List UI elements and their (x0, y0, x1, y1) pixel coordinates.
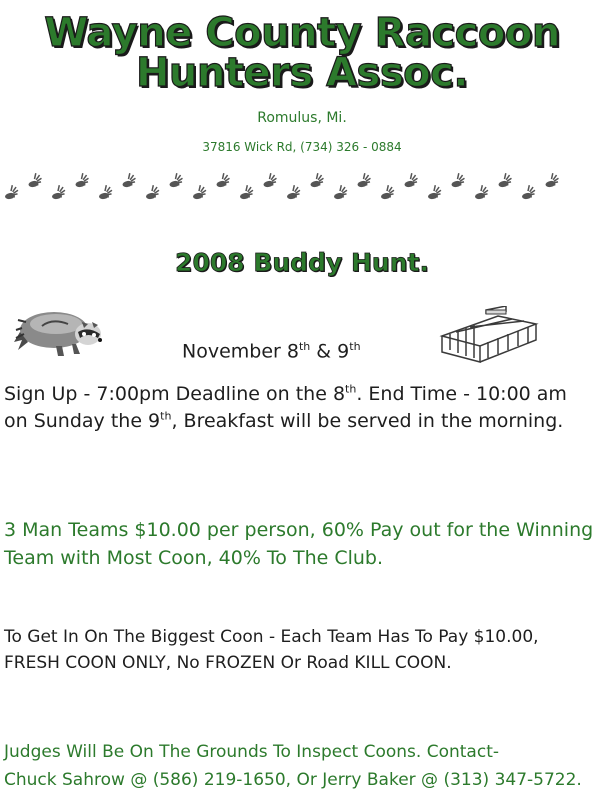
paw-print (3, 184, 19, 200)
club-title-line2: Hunters Assoc. (135, 50, 469, 96)
raccoon-icon (12, 298, 104, 360)
event-title: 2008 Buddy Hunt. (175, 248, 429, 277)
event-dates (182, 340, 361, 362)
paw-print (191, 184, 207, 200)
event-date-suffix-1: th (298, 340, 311, 353)
signup-text-1: Sign Up - 7:00pm Deadline on the 8 (4, 383, 346, 405)
event-date-second: & 9 (310, 340, 350, 363)
club-title-line1: Wayne County Raccoon (44, 10, 560, 56)
teams-paragraph: 3 Man Teams $10.00 per person, 60% Pay out for the Winning Team with Most Coon, 40% To The Club. (4, 519, 600, 569)
paw-print (473, 184, 489, 200)
raccoon-tracks-icon (0, 172, 604, 212)
paw-print (379, 184, 395, 200)
paw-print (426, 184, 442, 200)
paw-print (144, 184, 160, 200)
paw-print (50, 184, 66, 200)
paw-print (450, 172, 466, 188)
paw-print (332, 184, 348, 200)
paw-print (497, 172, 513, 188)
paw-print (74, 172, 90, 188)
paw-print (356, 172, 372, 188)
paw-print (215, 172, 231, 188)
paw-print (168, 172, 184, 188)
signup-paragraph (4, 381, 594, 435)
paw-print (27, 172, 43, 188)
paw-print (403, 172, 419, 188)
event-date-first: November 8 (182, 340, 299, 363)
paw-print (262, 172, 278, 188)
cage-trap-icon (436, 306, 542, 364)
paw-print (309, 172, 325, 188)
paw-print (121, 172, 137, 188)
club-address: 37816 Wick Rd, (734) 326 - 0884 (202, 140, 402, 154)
contact-info: Chuck Sahrow @ (586) 219-1650, Or Jerry Baker @ (313) 347-5722. (4, 770, 582, 790)
signup-suffix-1: th (345, 382, 357, 396)
judges-paragraph (4, 738, 594, 794)
biggest-coon-paragraph: To Get In On The Biggest Coon - Each Team Has To Pay $10.00, FRESH COON ONLY, No FROZEN Or Road KILL COON. (4, 627, 544, 673)
signup-suffix-2: th (160, 409, 172, 423)
paw-print (520, 184, 536, 200)
event-date-suffix-2: th (349, 340, 361, 353)
paw-print (238, 184, 254, 200)
judges-text: Judges Will Be On The Grounds To Inspect Coons. Contact- (4, 742, 499, 762)
signup-text-2: . End Time - 10:00 am on Sunday the 9 (4, 383, 573, 432)
paw-print (544, 172, 560, 188)
paw-print (97, 184, 113, 200)
signup-text-3: , Breakfast will be served in the morning. (171, 410, 564, 432)
club-city: Romulus, Mi. (257, 110, 347, 126)
paw-print (285, 184, 301, 200)
